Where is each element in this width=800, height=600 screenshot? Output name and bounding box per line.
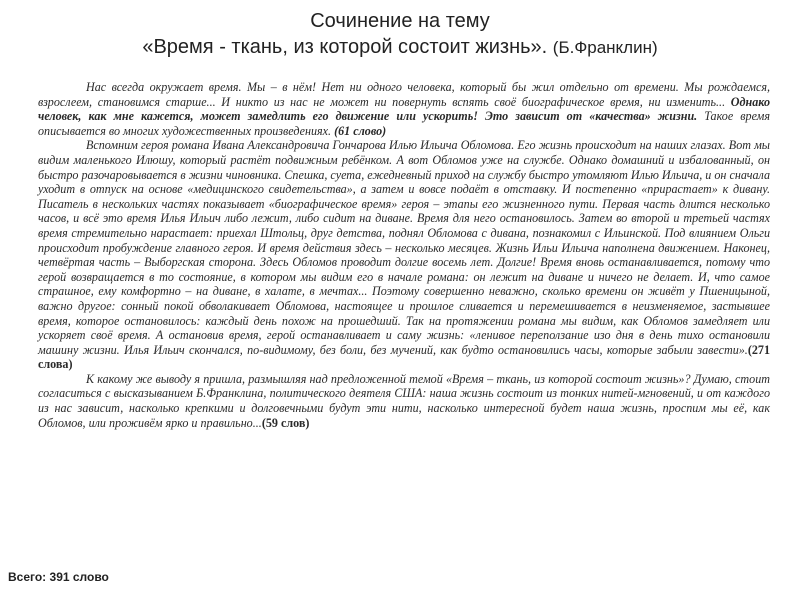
paragraph-1-tail: Такое время описывается во многих художественных произведениях.	[38, 109, 770, 138]
paragraph-3-word-count: (59 слов)	[261, 415, 310, 430]
total-word-count: Всего: 391 слово	[8, 570, 109, 584]
essay-body	[38, 80, 770, 430]
essay-paragraph-3	[38, 372, 770, 430]
paragraph-2-text: Вспомним героя романа Ивана Александровича Гончарова Илью Ильича Обломова. Его жизнь происходит на наших глазах. Вот мы видим маленького Илюшу, который растёт подвижным ребёнком. А вот Обломов уже на службе. Однако домашний и избалованный, он быстро разочаровывается в жизни чиновника. Спешка, суета, ежедневный приход на службу быстро утомляют Илью Ильича, и он сначала уходит в отпуск на основе «медицинского свидетельства», а затем и вовсе подаёт в отставку. И постепенно «прирастает» к дивану. Писатель в нескольких частях показывает «биографическое время» героя – этапы его жизненного пути. Первая часть длится несколько часов, и всё это время Илья Ильич либо лежит, либо сидит на диване. Время для него остановилось. Затем во второй и третьей частях время стремительно нарастает: приехал Штольц, друг детства, поднял Обломова с дивана, познакомил с Ильинской. Под влиянием Ольги происходит пробуждение главного героя. И время действия здесь – несколько месяцев. Жизнь Ильи Ильича наполнена движением. Наконец, четвёртая часть – Выборгская сторона. Здесь Обломов проводит долгие восемь лет. Долгие! Время вновь останавливается, потому что герой возвращается в то состояние, в котором мы видим его в начале романа: он лежит на диване и ничего не делает. И, что самое страшное, ему комфортно – на диване, в халате, в мечтах... Поэтому совершенно неважно, сколько времени он живёт у Пшеницыной, важно другое: сонный покой обволакивает Обломова, настоящее и прошлое сливается и перемешивается в неизменяемое, застывшее время, которое остановилось: каждый день похож на прошедший. Так на протяжении романа мы видим, как Обломов замедляет или ускоряет своё время. А остановив время, герой останавливает и саму жизнь: «ленивое переползание изо дня в день тихо остановили машину жизни. Илья Ильич скончался, по-видимому, без боли, без мучений, как будто остановились часы, которые забыли завести».	[38, 138, 770, 357]
essay-paragraph-1	[38, 80, 770, 138]
paragraph-3-text: К какому же выводу я пришла, размышляя над предложенной темой «Время – ткань, из которой состоит жизнь»? Думаю, стоит согласиться с высказыванием Б.Франклина, политического деятеля США: наша жизнь состоит из тонких нитей-мгновений, и от каждого из нас зависит, насколько крепкими и долговечными будут эти нити, насколько интересной будет наша жизнь, проспим мы её, как Обломов, или проживём ярко и правильно...	[38, 371, 770, 430]
paragraph-1-emphasis: Однако человек, как мне кажется, может замедлить его движение или ускорить! Это зависит от «качества» жизни.	[38, 94, 770, 124]
slide-title	[40, 8, 760, 61]
title-line-1: Сочинение на тему	[310, 10, 490, 32]
paragraph-1-text: Нас всегда окружает время. Мы – в нём! Нет ни одного человека, который бы жил отдельно от времени. Мы рождаемся, взрослеем, становимся старше... И никто из нас не может ни повернуть вспять своё биографическое время, ни изменить...	[38, 80, 770, 109]
title-author: (Б.Франклин)	[552, 38, 658, 57]
title-quote: «Время - ткань, из которой состоит жизнь».	[142, 36, 548, 58]
paragraph-2-word-count: (271 слова)	[38, 342, 770, 372]
essay-paragraph-2	[38, 138, 770, 372]
title-line-2	[40, 34, 760, 61]
paragraph-1-word-count: (61 слово)	[334, 123, 387, 138]
